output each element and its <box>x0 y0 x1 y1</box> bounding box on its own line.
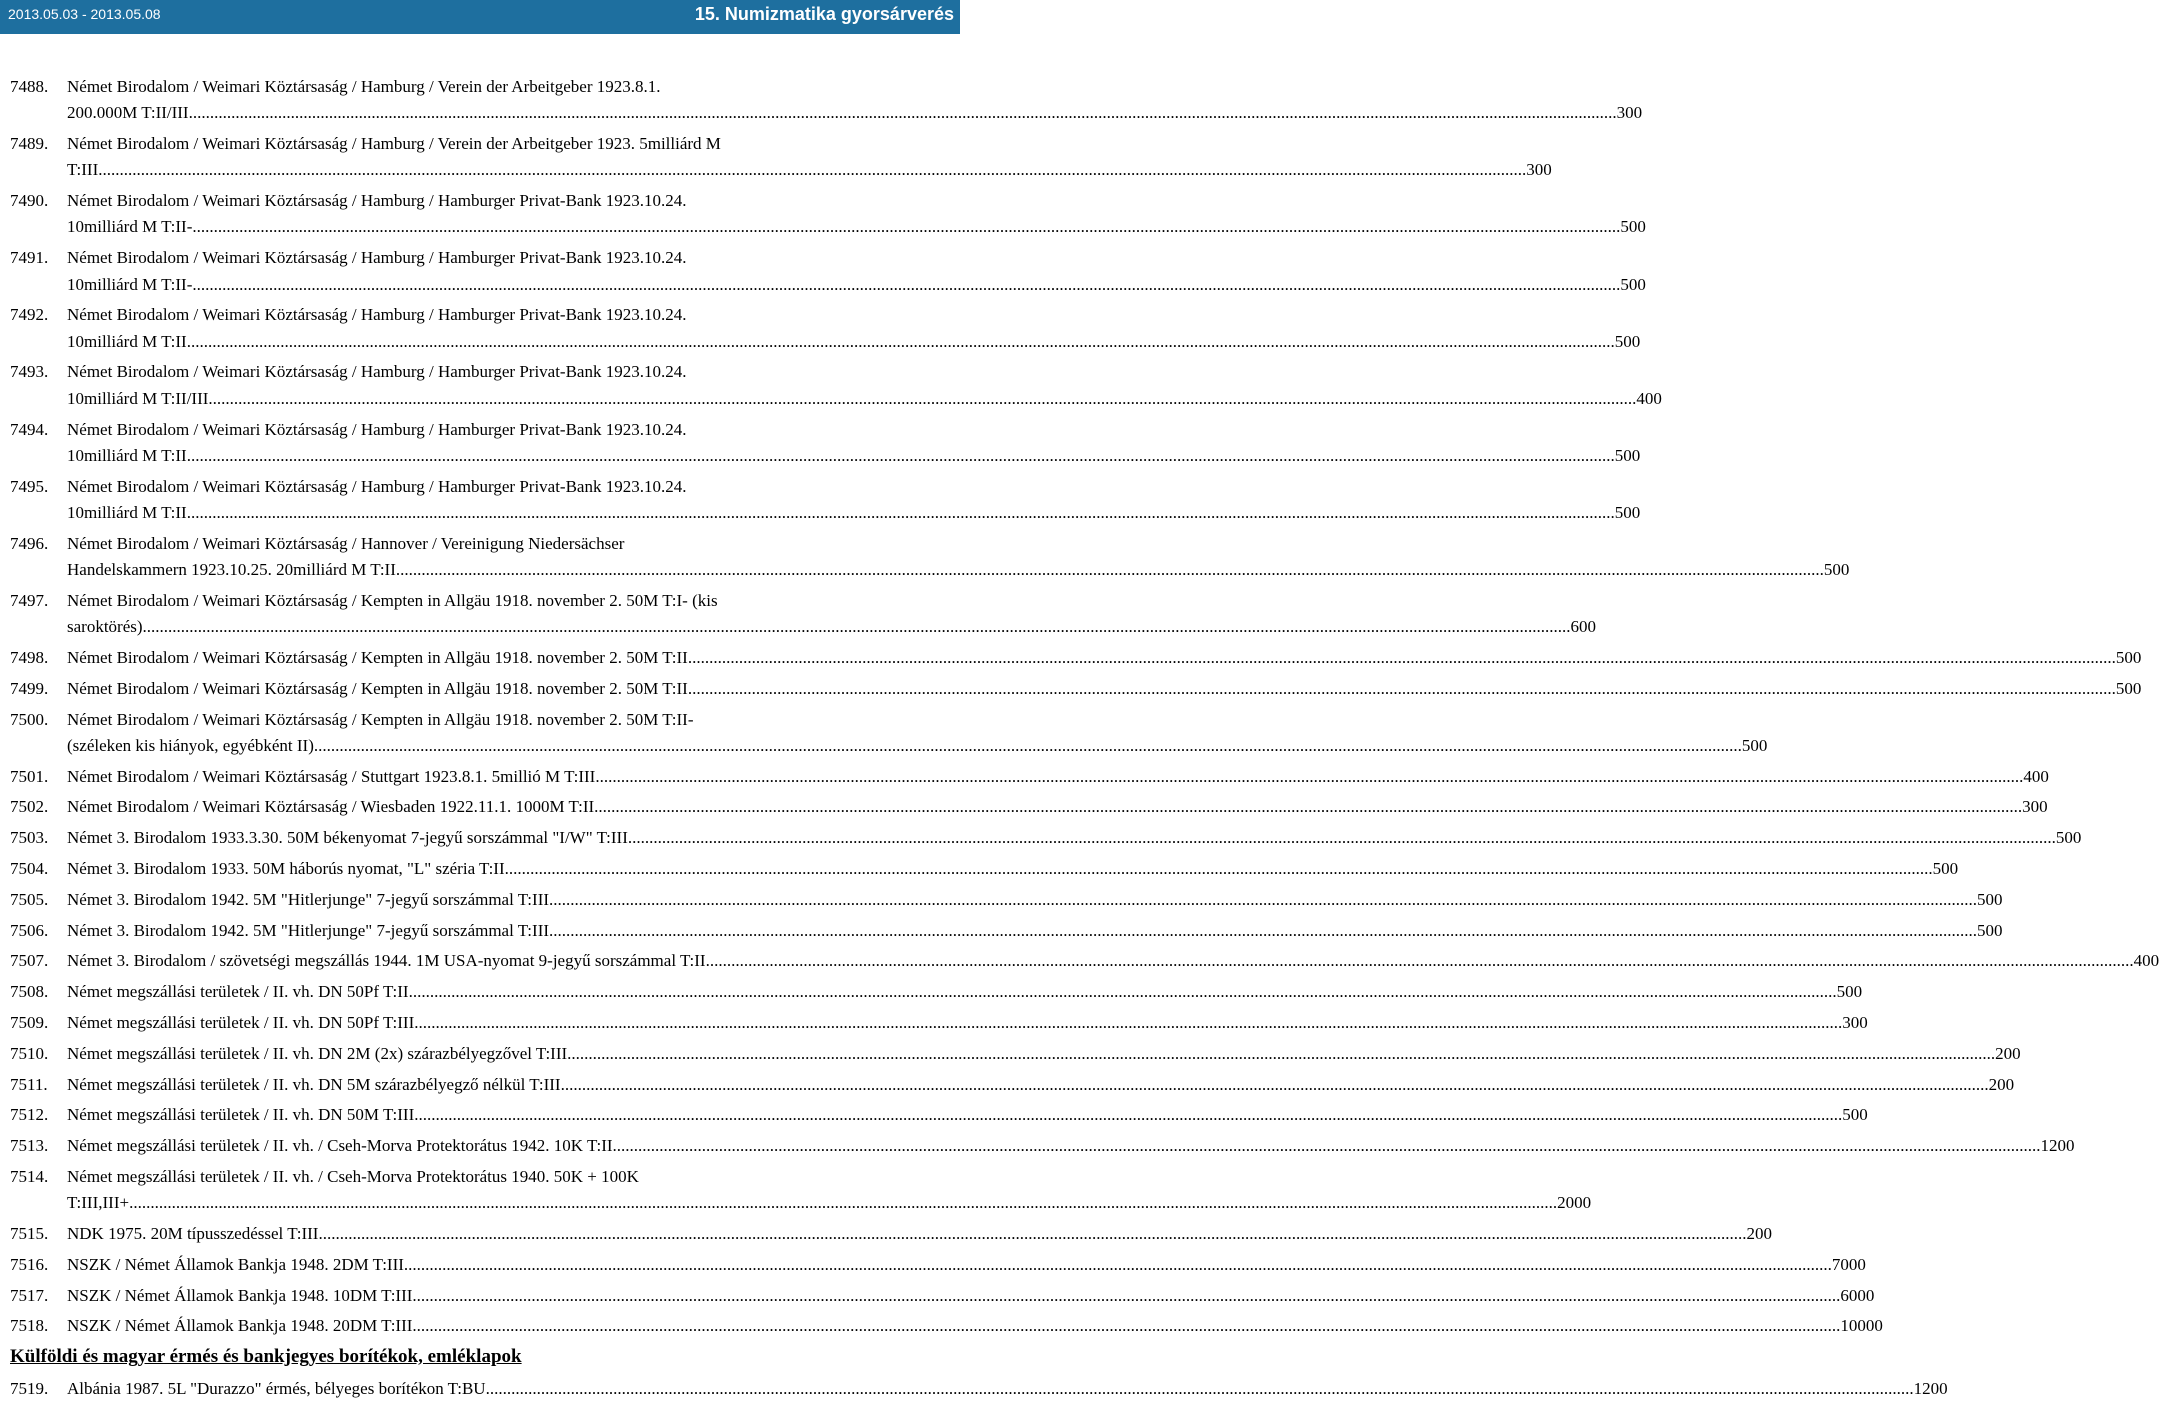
lot-description <box>67 1283 1874 1309</box>
dot-leader <box>613 1133 2041 1159</box>
lot-price: 10000 <box>1840 1316 1883 1336</box>
lot-last-line <box>67 614 1596 640</box>
lot-text-line: Német 3. Birodalom / szövetségi megszállás 1944. 1M USA-nyomat 9-jegyű sorszámmal T:II <box>67 951 706 971</box>
lot-last-line <box>67 500 1640 526</box>
dot-leader <box>414 1102 1842 1128</box>
lot-text-line: T:III <box>67 160 99 180</box>
dot-leader <box>192 272 1620 298</box>
lot-price: 7000 <box>1831 1254 1866 1274</box>
lot-item <box>10 1164 1592 1217</box>
lot-number: 7511. <box>10 1074 48 1094</box>
lot-price: 200 <box>1988 1074 2015 1094</box>
lot-last-line <box>67 887 2003 913</box>
dot-leader <box>549 918 1977 944</box>
lot-number: 7507. <box>10 951 49 971</box>
lot-last-line <box>67 676 2141 702</box>
lot-number: 7501. <box>10 766 49 786</box>
lot-price: 500 <box>1614 502 1641 522</box>
lot-text-line: Német megszállási területek / II. vh. / Cseh-Morva Protektorátus 1942. 10K T:II <box>67 1136 613 1156</box>
lot-price: 1200 <box>2040 1136 2075 1156</box>
lot-price: 500 <box>2115 678 2142 698</box>
dot-leader <box>129 1190 1557 1216</box>
page-header <box>0 0 960 34</box>
lot-description <box>67 188 1646 241</box>
dot-leader <box>549 887 1977 913</box>
lot-description <box>67 1164 1591 1217</box>
section-lot-items <box>10 1376 1948 1402</box>
lot-description <box>67 245 1646 298</box>
lot-price: 500 <box>2055 828 2082 848</box>
lot-last-line <box>67 733 1767 759</box>
lot-item <box>10 1376 1948 1402</box>
lot-text-line: Német Birodalom / Weimari Köztársaság / Hannover / Vereinigung Niedersächser <box>67 533 625 553</box>
lot-last-line <box>67 557 1849 583</box>
lot-last-line <box>67 1376 1948 1402</box>
lot-last-line <box>67 948 2159 974</box>
lot-number: 7493. <box>10 362 49 382</box>
dot-leader <box>98 157 1526 183</box>
lot-item <box>10 707 1768 760</box>
lot-text-line: Német Birodalom / Weimari Köztársaság / Kempten in Allgäu 1918. november 2. 50M T:II <box>67 647 688 667</box>
lot-description <box>67 1010 1868 1036</box>
lot-price: 2000 <box>1557 1193 1592 1213</box>
lot-last-line <box>67 1190 1591 1216</box>
lot-last-line <box>67 794 2048 820</box>
lot-item <box>10 74 1643 127</box>
lot-text-line: Handelskammern 1923.10.25. 20milliárd M T:II <box>67 560 396 580</box>
lot-number: 7494. <box>10 419 49 439</box>
lot-text-line: Német Birodalom / Weimari Köztársaság / Hamburg / Verein der Arbeitgeber 1923.8.1. <box>67 77 661 96</box>
lot-last-line <box>67 825 2081 851</box>
dot-leader <box>409 979 1837 1005</box>
dot-leader <box>706 948 2134 974</box>
lot-number: 7488. <box>10 77 49 96</box>
lot-item <box>10 188 1646 241</box>
lot-item <box>10 948 2159 974</box>
lot-last-line <box>67 1283 1874 1309</box>
lot-last-line <box>67 1313 1883 1339</box>
lot-number: 7515. <box>10 1224 49 1244</box>
dot-leader <box>318 1221 1746 1247</box>
lot-last-line <box>67 1010 1868 1036</box>
lot-number: 7513. <box>10 1136 49 1156</box>
lot-description <box>67 588 1596 641</box>
lot-item <box>10 474 1641 527</box>
lot-item <box>10 918 2003 944</box>
lot-price: 400 <box>1636 388 1662 408</box>
lot-number: 7516. <box>10 1254 49 1274</box>
lot-number: 7514. <box>10 1166 49 1186</box>
lot-text-line: Német Birodalom / Weimari Köztársaság / Stuttgart 1923.8.1. 5millió M T:III <box>67 766 596 786</box>
lot-description <box>67 1102 1868 1128</box>
lot-price: 300 <box>1526 160 1552 180</box>
lot-text-line: Német Birodalom / Weimari Köztársaság / Kempten in Allgäu 1918. november 2. 50M T:II <box>67 678 688 698</box>
lot-text-line: NSZK / Német Államok Bankja 1948. 10DM T:III <box>67 1285 413 1305</box>
lot-item <box>10 676 2142 702</box>
lot-text-line: Német megszállási területek / II. vh. DN 5M szárazbélyegző nélkül T:III <box>67 1074 561 1094</box>
dot-leader <box>486 1376 1914 1402</box>
lot-item <box>10 359 1662 412</box>
lot-text-line: Német Birodalom / Weimari Köztársaság / Hamburg / Hamburger Privat-Bank 1923.10.24. <box>67 362 687 382</box>
lot-price: 6000 <box>1840 1285 1875 1305</box>
lot-price: 400 <box>2023 766 2049 786</box>
lot-number: 7497. <box>10 590 49 610</box>
lot-text-line: saroktörés) <box>67 617 143 637</box>
lot-text-line: Német 3. Birodalom 1933.3.30. 50M békenyomat 7-jegyű sorszámmal "I/W" T:III <box>67 828 628 848</box>
lot-price: 500 <box>1823 560 1850 580</box>
lot-last-line <box>67 100 1642 126</box>
lot-price: 500 <box>1620 217 1646 237</box>
lot-text-line: Albánia 1987. 5L "Durazzo" érmés, bélyeges borítékon T:BU <box>67 1378 486 1398</box>
lot-last-line <box>67 386 1662 412</box>
lot-price: 500 <box>1977 920 2003 940</box>
lot-description <box>67 918 2003 944</box>
lot-description <box>67 359 1662 412</box>
lot-description <box>67 707 1767 760</box>
lot-number: 7510. <box>10 1043 49 1063</box>
lot-description <box>67 531 1849 584</box>
lot-item <box>10 417 1641 470</box>
lot-price: 600 <box>1570 617 1597 637</box>
lot-description <box>67 1041 2021 1067</box>
lot-text-line: 10milliárd M T:II <box>67 331 187 351</box>
lot-text-line: Német megszállási területek / II. vh. DN 2M (2x) szárazbélyegzővel T:III <box>67 1043 568 1063</box>
lot-price: 1200 <box>1913 1378 1948 1398</box>
lot-item <box>10 1041 2021 1067</box>
dot-leader <box>143 614 1571 640</box>
lot-text-line: Német Birodalom / Weimari Köztársaság / Hamburg / Hamburger Privat-Bank 1923.10.24. <box>67 305 687 325</box>
lot-item <box>10 825 2082 851</box>
lot-text-line: NSZK / Német Államok Bankja 1948. 20DM T:III <box>67 1316 413 1336</box>
lot-description <box>67 1376 1948 1402</box>
lot-text-line: Német megszállási területek / II. vh. / Cseh-Morva Protektorátus 1940. 50K + 100K <box>67 1166 639 1186</box>
lot-number: 7519. <box>10 1378 49 1398</box>
lot-number: 7512. <box>10 1105 49 1125</box>
dot-leader <box>567 1041 1995 1067</box>
lot-last-line <box>67 272 1646 298</box>
lot-text-line: 10milliárd M T:II <box>67 445 187 465</box>
auction-title: 15. Numizmatika gyorsárverés <box>694 4 954 24</box>
lot-item <box>10 794 2048 820</box>
lot-description <box>67 825 2081 851</box>
lot-text-line: 10milliárd M T:II- <box>67 274 193 294</box>
lot-text-line: Német Birodalom / Weimari Köztársaság / Hamburg / Hamburger Privat-Bank 1923.10.24. <box>67 248 687 268</box>
lot-price: 500 <box>1741 735 1768 755</box>
section-heading: Külföldi és magyar érmés és bankjegyes borítékok, emléklapok <box>10 1346 522 1368</box>
lot-text-line: (széleken kis hiányok, egyébként II) <box>67 735 314 755</box>
lot-last-line <box>67 1041 2021 1067</box>
lot-description <box>67 417 1640 470</box>
lot-text-line: Német megszállási területek / II. vh. DN 50Pf T:III <box>67 1013 415 1032</box>
lot-last-line <box>67 214 1646 240</box>
lot-last-line <box>67 856 1958 882</box>
lot-text-line: Német megszállási területek / II. vh. DN 50M T:III <box>67 1105 415 1125</box>
lot-text-line: Német Birodalom / Weimari Köztársaság / Hamburg / Verein der Arbeitgeber 1923. 5milliárd M <box>67 134 721 154</box>
lot-item <box>10 131 1552 184</box>
lot-last-line <box>67 329 1640 355</box>
dot-leader <box>189 100 1617 126</box>
lot-price: 500 <box>1614 331 1641 351</box>
lot-number: 7517. <box>10 1285 49 1305</box>
dot-leader <box>628 825 2056 851</box>
lot-price: 500 <box>1614 445 1641 465</box>
lot-last-line <box>67 645 2141 671</box>
lot-number: 7495. <box>10 476 49 496</box>
lot-description <box>67 1133 2075 1159</box>
lot-description <box>67 979 1862 1005</box>
lot-price: 300 <box>1842 1013 1868 1032</box>
dot-leader <box>187 500 1615 526</box>
lot-last-line <box>67 918 2003 944</box>
lot-text-line: Német 3. Birodalom 1942. 5M "Hitlerjunge" 7-jegyű sorszámmal T:III <box>67 889 550 909</box>
lot-price: 200 <box>1746 1224 1772 1244</box>
lot-number: 7518. <box>10 1316 49 1336</box>
dot-leader <box>314 733 1742 759</box>
lot-text-line: Német Birodalom / Weimari Köztársaság / Hamburg / Hamburger Privat-Bank 1923.10.24. <box>67 476 687 496</box>
lot-item <box>10 1010 1868 1036</box>
lot-text-line: Német Birodalom / Weimari Köztársaság / Hamburg / Hamburger Privat-Bank 1923.10.24. <box>67 191 687 211</box>
lot-last-line <box>67 979 1862 1005</box>
lot-list <box>10 74 2159 1406</box>
lot-number: 7491. <box>10 248 49 268</box>
lot-price: 500 <box>1620 274 1646 294</box>
lot-number: 7489. <box>10 134 49 154</box>
lot-item <box>10 979 1863 1005</box>
lot-description <box>67 794 2048 820</box>
lot-description <box>67 676 2141 702</box>
lot-text-line: 10milliárd M T:II- <box>67 217 193 237</box>
lot-last-line <box>67 764 2049 790</box>
dot-leader <box>505 856 1933 882</box>
lot-text-line: Német Birodalom / Weimari Köztársaság / Kempten in Allgäu 1918. november 2. 50M T:I- (kis <box>67 590 718 610</box>
lot-item <box>10 1252 1866 1278</box>
lot-price: 400 <box>2133 951 2159 971</box>
dot-leader <box>412 1283 1840 1309</box>
dot-leader <box>561 1072 1989 1098</box>
lot-last-line <box>67 443 1640 469</box>
lot-description <box>67 948 2159 974</box>
lot-last-line <box>67 1133 2075 1159</box>
lot-item <box>10 764 2049 790</box>
lot-description <box>67 764 2049 790</box>
lot-number: 7490. <box>10 191 49 211</box>
lot-text-line: 10milliárd M T:II/III <box>67 388 209 408</box>
lot-text-line: Német 3. Birodalom 1933. 50M háborús nyomat, "L" széria T:II <box>67 859 505 879</box>
lot-last-line <box>67 1221 1772 1247</box>
dot-leader <box>192 214 1620 240</box>
lot-number: 7508. <box>10 982 49 1002</box>
lot-price: 500 <box>1836 982 1863 1002</box>
lot-number: 7492. <box>10 305 49 325</box>
lot-price: 300 <box>2022 797 2048 817</box>
lot-text-line: Német megszállási területek / II. vh. DN 50Pf T:II <box>67 982 409 1002</box>
lot-item <box>10 1221 1772 1247</box>
lot-item <box>10 1133 2075 1159</box>
lot-number: 7503. <box>10 828 49 848</box>
lot-price: 500 <box>2115 647 2142 667</box>
lot-number: 7504. <box>10 859 49 879</box>
lot-item <box>10 1102 1868 1128</box>
dot-leader <box>187 329 1615 355</box>
dot-leader <box>688 645 2116 671</box>
lot-last-line <box>67 1072 2014 1098</box>
lot-item <box>10 856 1959 882</box>
lot-text-line: 200.000M T:II/III <box>67 103 189 123</box>
lot-description <box>67 1221 1772 1247</box>
dot-leader <box>595 764 2023 790</box>
lot-number: 7498. <box>10 647 49 667</box>
lot-item <box>10 588 1597 641</box>
lot-last-line <box>67 1252 1866 1278</box>
dot-leader <box>404 1252 1832 1278</box>
lot-number: 7505. <box>10 889 49 909</box>
lot-item <box>10 1313 1883 1339</box>
dot-leader <box>414 1010 1842 1036</box>
lot-description <box>67 302 1640 355</box>
lot-price: 500 <box>1842 1105 1868 1125</box>
dot-leader <box>187 443 1615 469</box>
lot-number: 7502. <box>10 797 49 817</box>
lot-price: 200 <box>1995 1043 2021 1063</box>
lot-description <box>67 856 1958 882</box>
lot-item <box>10 1283 1875 1309</box>
lot-text-line: T:III,III+ <box>67 1193 130 1213</box>
lot-item <box>10 531 1850 584</box>
lot-items <box>10 74 2159 1340</box>
dot-leader <box>396 557 1824 583</box>
lot-text-line: NSZK / Német Államok Bankja 1948. 2DM T:III <box>67 1254 404 1274</box>
lot-number: 7506. <box>10 920 49 940</box>
dot-leader <box>412 1313 1840 1339</box>
lot-item <box>10 645 2142 671</box>
lot-text-line: Német Birodalom / Weimari Köztársaság / Kempten in Allgäu 1918. november 2. 50M T:II- <box>67 709 694 729</box>
lot-number: 7499. <box>10 678 49 698</box>
lot-description <box>67 474 1640 527</box>
lot-price: 500 <box>1977 889 2003 909</box>
lot-item <box>10 887 2003 913</box>
lot-description <box>67 1072 2014 1098</box>
lot-price: 500 <box>1932 859 1959 879</box>
lot-number: 7509. <box>10 1013 49 1032</box>
lot-description <box>67 74 1642 127</box>
lot-last-line <box>67 1102 1868 1128</box>
lot-text-line: Német Birodalom / Weimari Köztársaság / Hamburg / Hamburger Privat-Bank 1923.10.24. <box>67 419 687 439</box>
lot-text-line: Német 3. Birodalom 1942. 5M "Hitlerjunge" 7-jegyű sorszámmal T:III <box>67 920 550 940</box>
dot-leader <box>208 386 1636 412</box>
lot-item <box>10 1072 2015 1098</box>
lot-text-line: NDK 1975. 20M típusszedéssel T:III <box>67 1224 319 1244</box>
lot-item <box>10 302 1641 355</box>
lot-price: 300 <box>1616 103 1643 123</box>
lot-last-line <box>67 157 1552 183</box>
lot-description <box>67 131 1552 184</box>
lot-text-line: Német Birodalom / Weimari Köztársaság / Wiesbaden 1922.11.1. 1000M T:II <box>67 797 595 817</box>
lot-description <box>67 1313 1883 1339</box>
lot-description <box>67 887 2003 913</box>
lot-number: 7500. <box>10 709 49 729</box>
lot-description <box>67 1252 1866 1278</box>
dot-leader <box>594 794 2022 820</box>
lot-description <box>67 645 2141 671</box>
lot-text-line: 10milliárd M T:II <box>67 502 187 522</box>
lot-item <box>10 245 1646 298</box>
dot-leader <box>688 676 2116 702</box>
lot-number: 7496. <box>10 533 49 553</box>
date-range: 2013.05.03 - 2013.05.08 <box>8 6 161 22</box>
